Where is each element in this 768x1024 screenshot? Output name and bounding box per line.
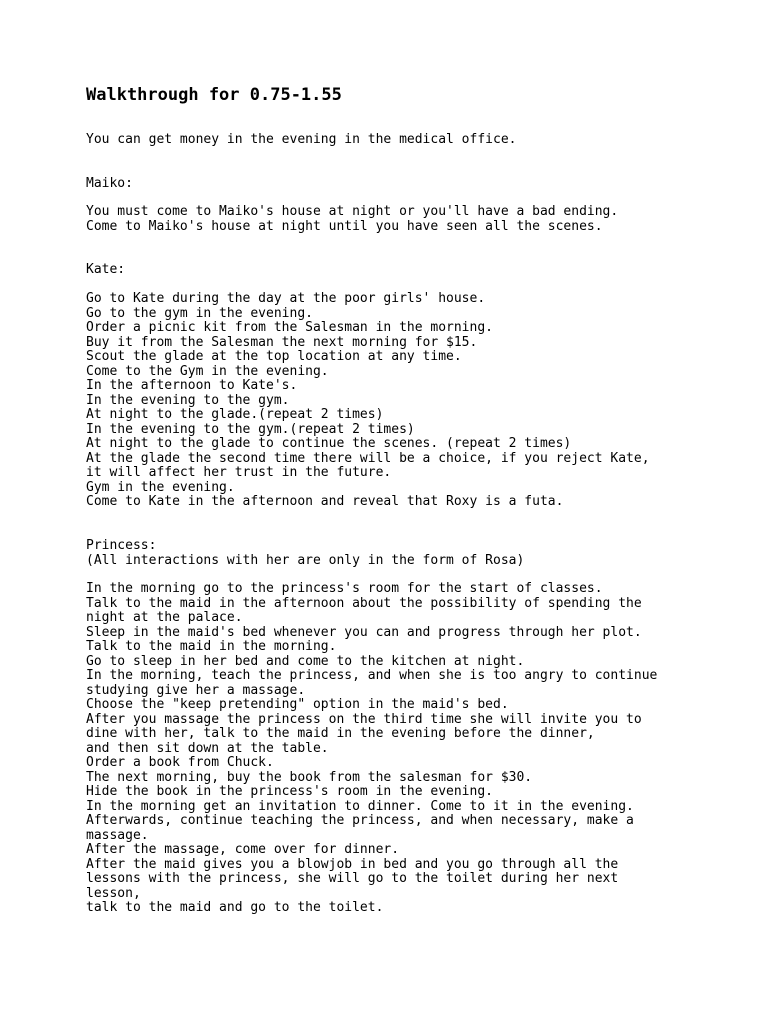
princess-line: Afterwards, continue teaching the princess, and when necessary, make a [86,813,634,828]
princess-line: massage. [86,827,149,843]
princess-line: talk to the maid and go to the toilet. [86,900,384,915]
kate-section [86,292,650,510]
princess-line: In the morning, teach the princess, and when she is too angry to continue [86,668,658,683]
kate-line: it will affect her trust in the future. [86,465,392,480]
princess-line: Hide the book in the princess's room in the evening. [86,784,493,799]
intro-line: You can get money in the evening in the medical office. [86,132,517,147]
maiko-line: You must come to Maiko's house at night or you'll have a bad ending. [86,204,619,219]
princess-line: Sleep in the maid's bed whenever you can and progress through her plot. [86,624,642,640]
kate-line: In the evening to the gym.(repeat 2 times) [86,421,415,437]
princess-line: In the morning go to the princess's room for the start of classes. [86,581,603,596]
kate-line: Order a picnic kit from the Salesman in the morning. [86,320,493,335]
princess-line: Go to sleep in her bed and come to the kitchen at night. [86,653,525,669]
princess-line: After the massage, come over for dinner. [86,842,400,857]
princess-line: studying give her a massage. [86,682,306,698]
princess-line: After the maid gives you a blowjob in bed and you go through all the [86,856,619,872]
kate-line: Go to Kate during the day at the poor girls' house. [86,291,486,306]
kate-heading [86,263,125,278]
princess-line: and then sit down at the table. [86,740,329,756]
kate-heading-text: Kate: [86,262,126,277]
kate-line: At night to the glade.(repeat 2 times) [86,407,384,422]
kate-line: Gym in the evening. [86,479,235,495]
princess-line: The next morning, buy the book from the salesman for $30. [86,769,533,785]
princess-heading: Princess: [86,538,157,553]
princess-line: lessons with the princess, she will go to the toilet during her next [86,871,619,886]
kate-line: Scout the glade at the top location at any time. [86,349,462,364]
princess-note: (All interactions with her are only in the form of Rosa) [86,552,525,568]
princess-line: dine with her, talk to the maid in the evening before the dinner, [86,726,595,741]
document-title: Walkthrough for 0.75-1.55 [86,85,342,105]
maiko-line: Come to Maiko's house at night until you have seen all the scenes. [86,218,603,234]
kate-line: In the afternoon to Kate's. [86,378,298,393]
maiko-heading [86,177,133,192]
kate-line: At night to the glade to continue the scenes. (repeat 2 times) [86,436,572,451]
maiko-section [86,205,618,234]
princess-heading-block [86,539,524,568]
princess-line: Choose the "keep pretending" option in the maid's bed. [86,697,509,712]
princess-line: Order a book from Chuck. [86,755,274,770]
intro-paragraph [86,133,516,148]
princess-line: In the morning get an invitation to dinner. Come to it in the evening. [86,798,634,814]
princess-line: Talk to the maid in the morning. [86,639,337,654]
princess-line: lesson, [86,885,141,901]
kate-line: Come to the Gym in the evening. [86,363,329,379]
kate-line: At the glade the second time there will be a choice, if you reject Kate, [86,450,650,466]
princess-line: After you massage the princess on the third time she will invite you to [86,711,642,727]
princess-line: night at the palace. [86,610,243,625]
kate-line: Go to the gym in the evening. [86,305,313,321]
princess-section [86,582,657,916]
princess-line: Talk to the maid in the afternoon about the possibility of spending the [86,595,642,611]
kate-line: In the evening to the gym. [86,392,290,408]
kate-line: Buy it from the Salesman the next morning for $15. [86,334,478,350]
kate-line: Come to Kate in the afternoon and reveal that Roxy is a futa. [86,494,564,509]
maiko-heading-text: Maiko: [86,176,133,191]
